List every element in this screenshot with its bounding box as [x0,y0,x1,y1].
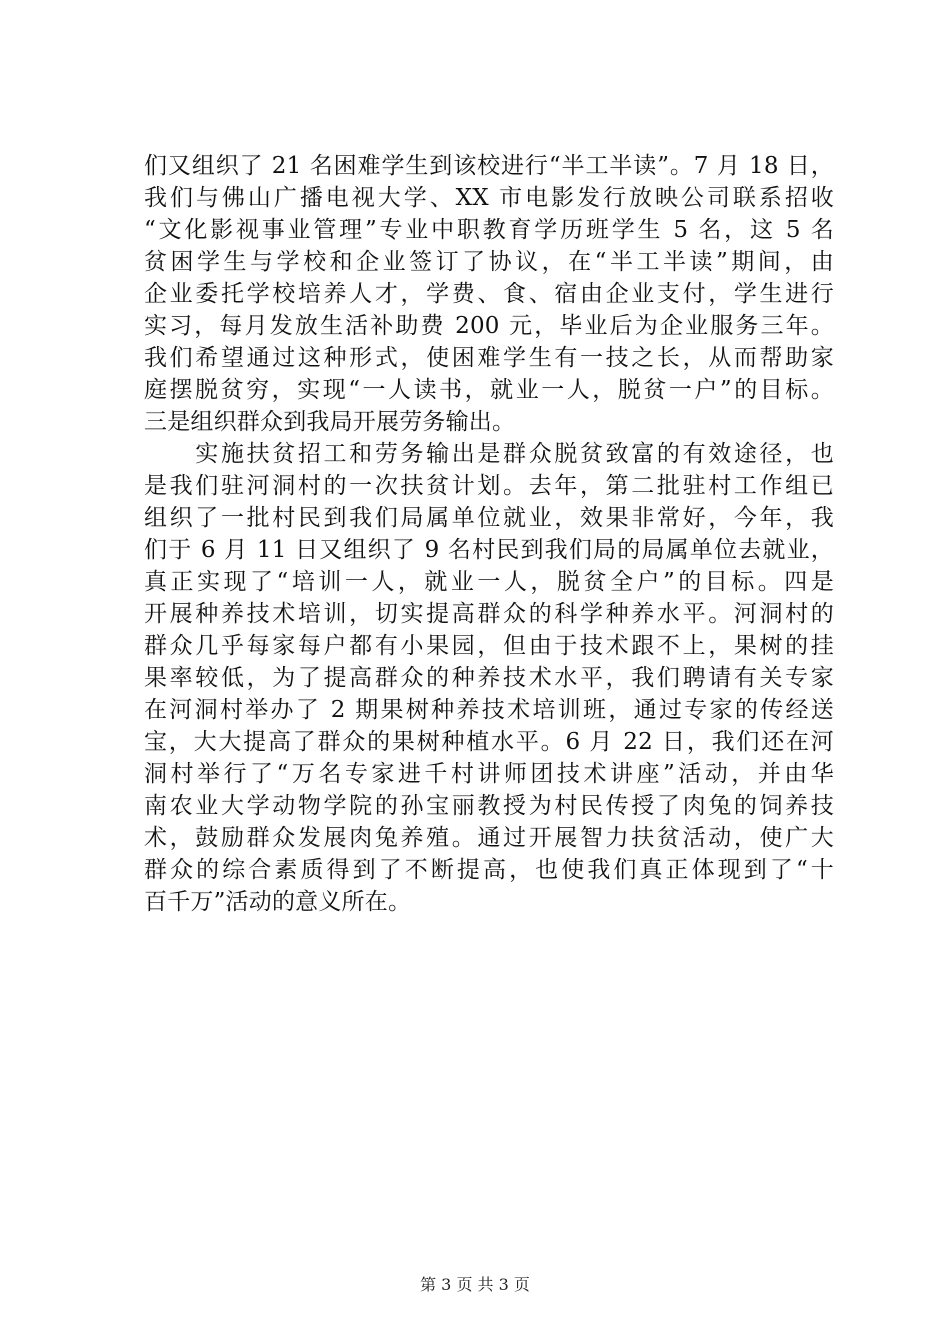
text-line: 我们与佛山广播电视大学、XX 市电影发行放映公司联系招收 [144,185,834,211]
text-line: 们于 6 月 11 日又组织了 9 名村民到我们局的局属单位去就业， [144,537,834,563]
text-line: 实习，每月发放生活补助费 200 元，毕业后为企业服务三年。 [144,313,834,339]
text-line: 在河洞村举办了 2 期果树种养技术培训班，通过专家的传经送 [144,697,834,723]
text-line: 企业委托学校培养人才，学费、食、宿由企业支付，学生进行 [144,281,834,307]
text-line: “文化影视事业管理”专业中职教育学历班学生 5 名，这 5 名 [144,217,834,243]
text-line: 南农业大学动物学院的孙宝丽教授为村民传授了肉兔的饲养技 [144,793,834,819]
text-line: 庭摆脱贫穷，实现“一人读书，就业一人，脱贫一户”的目标。 [144,377,834,403]
text-line: 术，鼓励群众发展肉兔养殖。通过开展智力扶贫活动，使广大 [144,825,834,851]
text-line: 真正实现了“培训一人，就业一人，脱贫全户”的目标。四是 [144,569,834,595]
text-line: 三是组织群众到我局开展劳务输出。 [144,409,516,435]
page-number-footer: 第 3 页 共 3 页 [420,1275,530,1294]
document-body [144,150,834,918]
text-line: 我们希望通过这种形式，使困难学生有一技之长，从而帮助家 [144,345,834,371]
text-line: 实施扶贫招工和劳务输出是群众脱贫致富的有效途径，也 [144,441,834,467]
text-line: 宝，大大提高了群众的果树种植水平。6 月 22 日，我们还在河 [144,729,834,755]
text-line: 们又组织了 21 名困难学生到该校进行“半工半读”。7 月 18 日， [144,153,834,179]
text-line: 洞村举行了“万名专家进千村讲师团技术讲座”活动，并由华 [144,761,834,787]
text-line: 贫困学生与学校和企业签订了协议，在“半工半读”期间，由 [144,249,834,275]
text-line: 群众的综合素质得到了不断提高，也使我们真正体现到了“十 [144,857,834,883]
text-line: 群众几乎每家每户都有小果园，但由于技术跟不上，果树的挂 [144,633,834,659]
text-line: 百千万”活动的意义所在。 [144,889,412,915]
text-line: 是我们驻河洞村的一次扶贫计划。去年，第二批驻村工作组已 [144,473,834,499]
text-line: 组织了一批村民到我们局属单位就业，效果非常好，今年，我 [144,505,834,531]
text-line: 果率较低，为了提高群众的种养技术水平，我们聘请有关专家 [144,665,834,691]
text-line: 开展种养技术培训，切实提高群众的科学种养水平。河洞村的 [144,601,834,627]
